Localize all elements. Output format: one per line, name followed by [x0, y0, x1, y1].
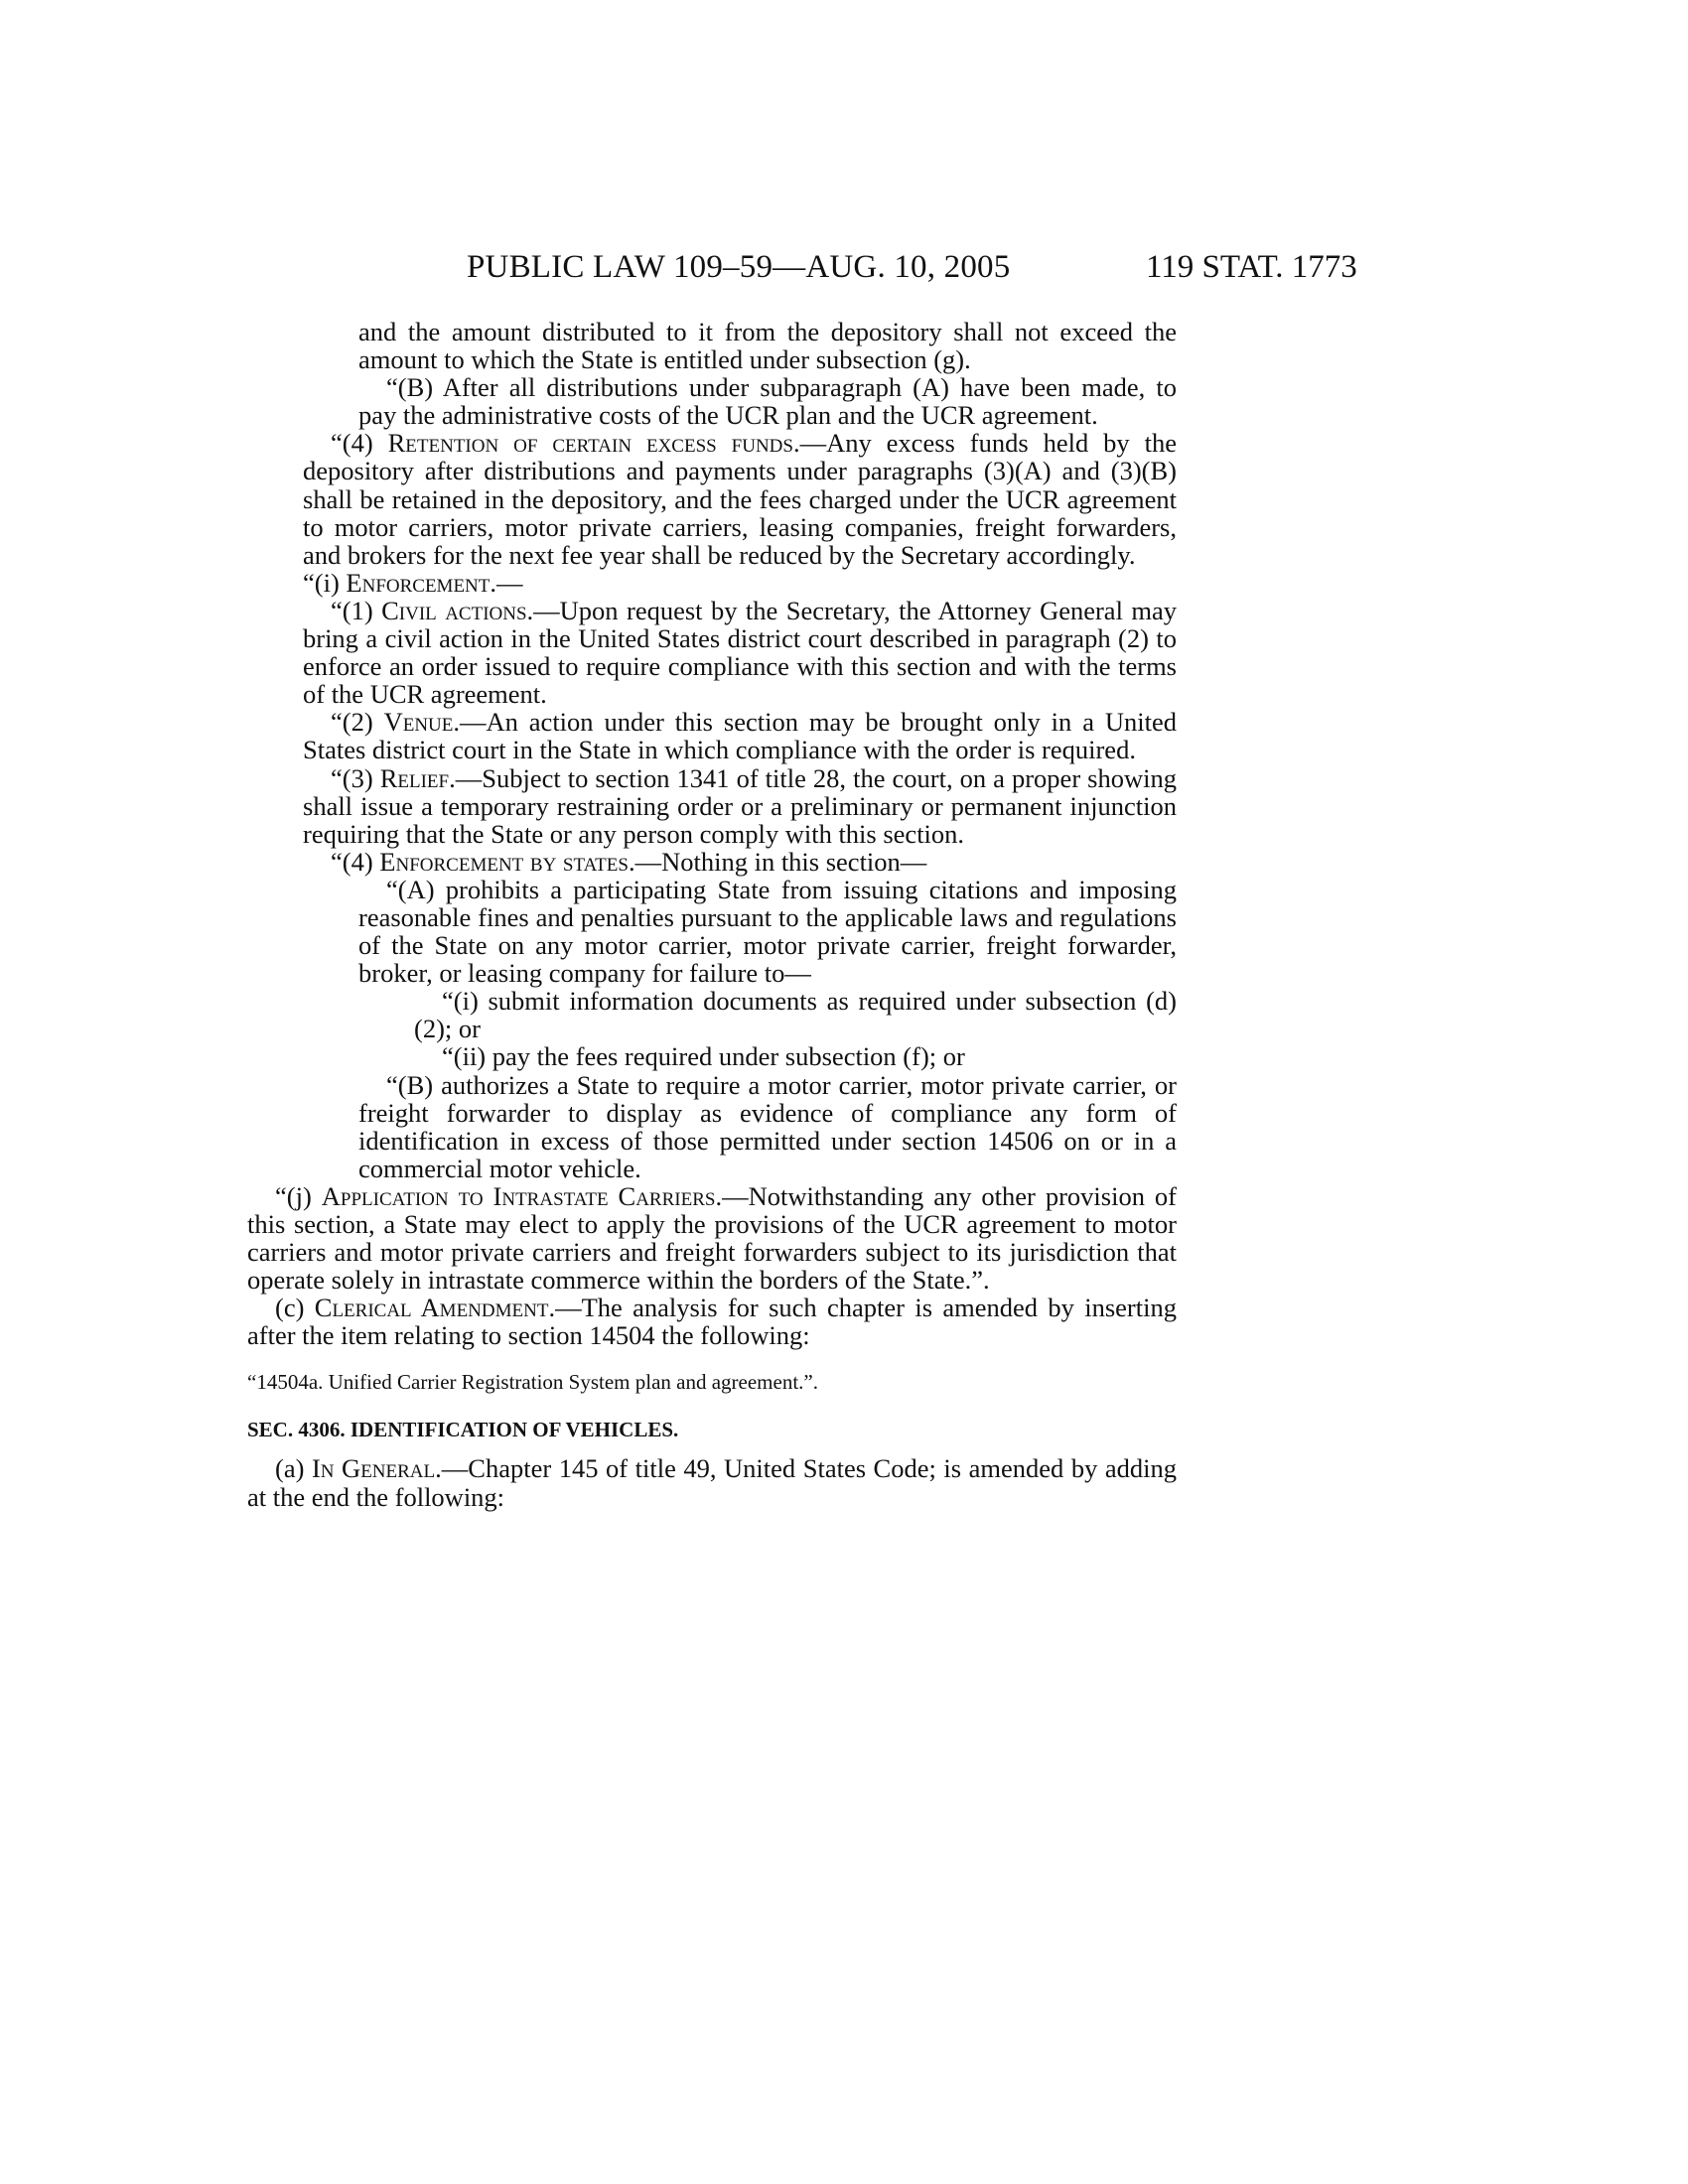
paragraph-heading: Enforcement. [346, 567, 497, 598]
analysis-item: “14504a. Unified Carrier Registration System plan and agreement.”. [247, 1370, 818, 1395]
paragraph-1-civil-actions [303, 597, 1177, 708]
paragraph-prefix: (c) [275, 1293, 315, 1323]
paragraph-text: —The analysis for such chapter is amended by inserting after the item relating to section 14504 the following: [247, 1293, 1177, 1351]
paragraph-text: —Chapter 145 of title 49, United States Code; is amended by adding at the end the following: [247, 1453, 1177, 1512]
subparagraph-b: “(B) After all distributions under subparagraph (A) have been made, to pay the administrative costs of the UCR plan and the UCR agreement. [358, 372, 1177, 431]
paragraph-prefix: “(4) [331, 846, 380, 877]
body-text [247, 317, 1178, 1512]
paragraph-prefix: “(3) [331, 762, 380, 793]
paragraph-text: —Subject to section 1341 of title 28, the court, on a proper showing shall issue a temporary restraining order or a preliminary or permanent injunction requiring that the State or any person comply with this section. [303, 762, 1177, 849]
paragraph-prefix: “(i) [303, 567, 347, 598]
paragraph-prefix: “(2) [331, 707, 384, 738]
paragraph-text: —Upon request by the Secretary, the Attorney General may bring a civil action in the United States district court described in paragraph (2) to enforce an order issued to require compliance with this section and with the terms of the UCR agreement. [303, 595, 1177, 710]
paragraph: and the amount distributed to it from the depository shall not exceed the amount to which the State is entitled under subsection (g). [358, 317, 1177, 375]
paragraph-prefix: “(j) [275, 1180, 322, 1211]
paragraph-heading: Application to Intrastate Carriers. [321, 1180, 723, 1211]
paragraph-text: —Nothing in this section— [634, 846, 927, 877]
paragraph-heading: Enforcement by states. [379, 846, 635, 877]
paragraph-heading: Venue. [383, 707, 460, 738]
subsection-i-enforcement [303, 569, 1177, 597]
paragraph-text: —An action under this section may be brought only in a United States district court in the State in which compliance with the order is required. [303, 707, 1177, 765]
subparagraph-a: “(A) prohibits a participating State from issuing citations and imposing reasonable fines and penalties pursuant to the applicable laws and regulations of the State on any motor carrier, motor private carrier, freight forwarder, broker, or leasing company for failure to— [358, 874, 1177, 989]
paragraph-heading: Civil actions. [381, 595, 534, 625]
paragraph-4-retention [303, 429, 1177, 568]
section-heading: SEC. 4306. IDENTIFICATION OF VEHICLES. [247, 1418, 679, 1442]
paragraph-heading: In General. [311, 1453, 442, 1484]
clause-i: “(i) submit information documents as required under subsection (d)(2); or [414, 986, 1177, 1044]
subsection-c-clerical [247, 1294, 1177, 1349]
paragraph-4-enforcement-by-states [303, 848, 1177, 876]
subparagraph-b-authorizes: “(B) authorizes a State to require a motor carrier, motor private carrier, or freight forwarder to display as evidence of compliance any form of identification in excess of those permitted under section 14506 on or in a commercial motor vehicle. [358, 1069, 1177, 1183]
subsection-j [247, 1182, 1177, 1294]
paragraph-text: —Any excess funds held by the depository after distributions and payments under paragraphs (3)(A) and (3)(B) shall be retained in the depository, and the fees charged under the UCR agreement to motor carriers, motor private carriers, leasing companies, freight forwarders, and brokers for the next fee year shall be reduced by the Secretary accordingly. [303, 428, 1177, 570]
paragraph-prefix: “(4) [331, 428, 388, 459]
paragraph-text: — [496, 567, 523, 598]
page-number: 119 STAT. 1773 [1146, 249, 1357, 285]
paragraph-prefix: “(1) [331, 595, 382, 625]
clause-ii: “(ii) pay the fees required under subsection (f); or [442, 1041, 965, 1072]
paragraph-3-relief [303, 764, 1177, 848]
paragraph-2-venue [303, 708, 1177, 763]
running-head: PUBLIC LAW 109–59—AUG. 10, 2005 [467, 249, 1011, 285]
subsection-a-in-general [247, 1454, 1177, 1510]
paragraph-heading: Retention of certain excess funds. [387, 428, 800, 459]
paragraph-prefix: (a) [275, 1453, 312, 1484]
paragraph-heading: Clerical Amendment. [314, 1293, 556, 1323]
paragraph-text: —Notwithstanding any other provision of this section, a State may elect to apply the provisions of the UCR agreement to motor carriers and motor private carriers and freight forwarders subject to its jurisdiction that operate solely in intrastate commerce within the borders of the State.”. [247, 1180, 1178, 1296]
paragraph-heading: Relief. [379, 762, 456, 793]
